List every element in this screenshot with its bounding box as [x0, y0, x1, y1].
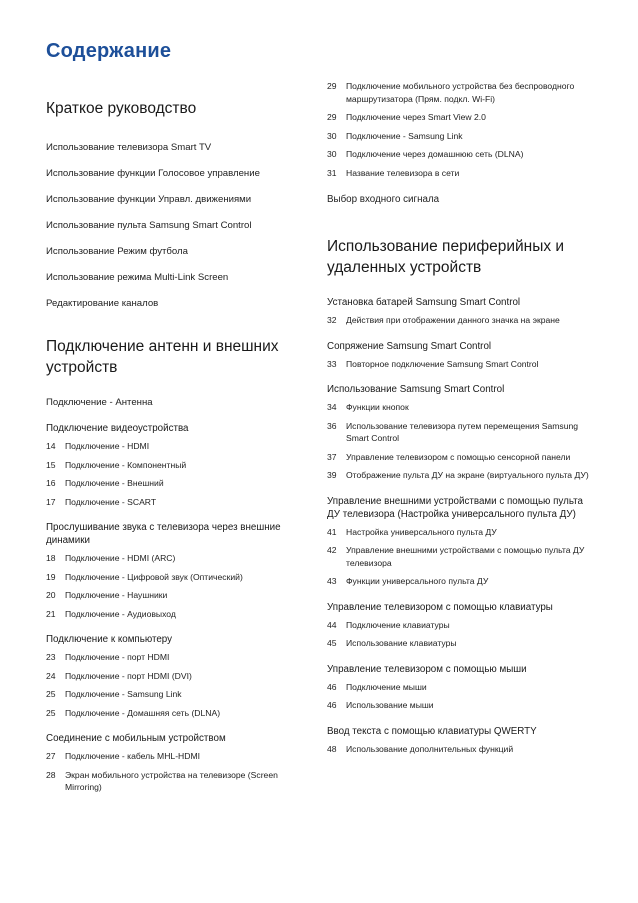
toc-entry[interactable]: [46, 477, 286, 490]
toc-entry[interactable]: [327, 167, 595, 180]
entry-title: Повторное подключение Samsung Smart Control: [346, 358, 539, 369]
group-heading[interactable]: Установка батарей Samsung Smart Control: [327, 297, 521, 308]
group-heading[interactable]: Прослушивание звука с телевизора через внешние динамики: [46, 522, 281, 546]
page-number: 27: [46, 751, 56, 761]
toc-entry[interactable]: [46, 750, 286, 763]
page-number: 29: [327, 112, 337, 122]
toc-entry[interactable]: [327, 358, 595, 371]
toc-entry[interactable]: [46, 608, 286, 621]
toc-group: [327, 725, 595, 756]
toc-entry[interactable]: [46, 589, 286, 602]
toc-entry[interactable]: [327, 469, 595, 482]
toc-entry[interactable]: [327, 420, 595, 445]
entry-title: Функции универсального пульта ДУ: [346, 576, 489, 586]
page-number: 25: [46, 707, 56, 718]
toc-item-input-source[interactable]: Выбор входного сигнала: [327, 194, 440, 205]
page-number: 33: [327, 358, 337, 369]
entry-title: Подключение - SCART: [65, 496, 157, 507]
toc-entry[interactable]: [46, 670, 286, 683]
toc-entry[interactable]: [46, 459, 286, 472]
entry-title: Функции кнопок: [346, 402, 409, 412]
page-number: 44: [327, 619, 337, 630]
toc-item[interactable]: Использование Режим футбола: [46, 246, 188, 257]
page-number: 36: [327, 420, 337, 431]
page-number: 46: [327, 681, 337, 692]
toc-entry[interactable]: [327, 743, 595, 756]
entry-title: Действия при отображении данного значка на экране: [346, 315, 560, 325]
toc-entry[interactable]: [46, 707, 286, 720]
entry-title: Управление телевизором с помощью сенсорной панели: [346, 451, 571, 462]
toc-entry[interactable]: [327, 111, 595, 124]
page-number: 34: [327, 402, 337, 412]
toc-entry[interactable]: [327, 526, 595, 539]
page-number: 28: [46, 769, 56, 780]
toc-entry[interactable]: [327, 130, 595, 143]
page-number: 30: [327, 130, 337, 141]
entry-title: Управление внешними устройствами с помощью пульта ДУ телевизора: [346, 545, 585, 568]
toc-group: [327, 296, 595, 327]
toc-group: [327, 383, 595, 482]
toc-item[interactable]: Использование телевизора Smart TV: [46, 142, 212, 153]
page-number: 43: [327, 576, 337, 586]
toc-item[interactable]: Использование пульта Samsung Smart Control: [46, 220, 252, 231]
page-number: 39: [327, 470, 337, 480]
toc-entry[interactable]: [327, 148, 595, 161]
entry-title: Настройка универсального пульта ДУ: [346, 526, 497, 537]
toc-entry[interactable]: [327, 637, 595, 650]
connections-groups: [46, 422, 286, 794]
group-heading[interactable]: Подключение видеоустройства: [46, 423, 189, 434]
toc-group: [46, 521, 286, 620]
toc-entry[interactable]: [327, 401, 595, 414]
entry-title: Использование дополнительных функций: [346, 743, 514, 754]
page-number: 19: [46, 571, 56, 582]
entry-title: Подключение - кабель MHL-HDMI: [65, 751, 201, 761]
page-number: 15: [46, 459, 56, 470]
group-heading[interactable]: Управление телевизором с помощью клавиатуры: [327, 601, 553, 613]
entry-title: Подключение - Домашняя сеть (DLNA): [65, 707, 221, 718]
page-number: 48: [327, 743, 337, 754]
group-heading[interactable]: Подключение к компьютеру: [46, 634, 173, 645]
toc-entry[interactable]: [327, 451, 595, 464]
toc-entry[interactable]: [46, 440, 286, 453]
entry-title: Название телевизора в сети: [346, 167, 460, 178]
page-number: 42: [327, 545, 337, 555]
toc-entry[interactable]: [327, 314, 595, 327]
page-number: 21: [46, 608, 56, 619]
page-number: 25: [46, 689, 56, 699]
toc-entry[interactable]: [46, 769, 286, 794]
group-heading[interactable]: Сопряжение Samsung Smart Control: [327, 340, 492, 352]
entry-title: Отображение пульта ДУ на экране (виртуального пульта ДУ): [346, 470, 589, 480]
continued-entries: [327, 80, 595, 179]
toc-entry[interactable]: [46, 496, 286, 509]
toc-entry[interactable]: [327, 699, 595, 712]
entry-title: Подключение мобильного устройства без беспроводного маршрутизатора (Прям. подкл. Wi-Fi): [346, 81, 575, 104]
toc-item[interactable]: Использование функции Управл. движениями: [46, 194, 252, 205]
peripherals-groups: [327, 296, 595, 755]
entry-title: Подключение - Компонентный: [65, 459, 187, 470]
page-number: 41: [327, 526, 337, 537]
toc-entry[interactable]: [327, 619, 595, 632]
group-heading[interactable]: Использование Samsung Smart Control: [327, 384, 505, 395]
page-number: 32: [327, 315, 337, 325]
page-number: 45: [327, 638, 337, 648]
left-column: [46, 98, 286, 807]
page-number: 18: [46, 553, 56, 563]
page-number: 37: [327, 451, 337, 462]
group-heading[interactable]: Управление телевизором с помощью мыши: [327, 663, 527, 675]
toc-item-antenna[interactable]: Подключение - Антенна: [46, 397, 153, 408]
entry-title: Экран мобильного устройства на телевизоре (Screen Mirroring): [65, 769, 278, 792]
section-title-peripherals[interactable]: Использование периферийных и удаленных устройств: [327, 238, 565, 276]
section-title-quick-guide[interactable]: Краткое руководство: [46, 100, 197, 117]
page-number: 16: [46, 478, 56, 488]
toc-item[interactable]: Использование режима Multi-Link Screen: [46, 272, 229, 283]
group-heading[interactable]: Ввод текста с помощью клавиатуры QWERTY: [327, 725, 537, 737]
page-number: 23: [46, 652, 56, 662]
toc-group: [327, 601, 595, 650]
toc-entry[interactable]: [46, 571, 286, 584]
toc-item[interactable]: Редактирование каналов: [46, 298, 159, 309]
toc-entry[interactable]: [327, 80, 595, 105]
toc-group: [46, 633, 286, 719]
entry-title: Подключение - Samsung Link: [346, 130, 463, 141]
entry-title: Подключение - Аудиовыход: [65, 608, 176, 619]
entry-title: Подключение - HDMI (ARC): [65, 553, 176, 563]
toc-group: [46, 422, 286, 508]
page-number: 29: [327, 81, 337, 91]
entry-title: Подключение - Samsung Link: [65, 689, 182, 699]
page-title: Содержание: [46, 40, 172, 62]
section-title-connections[interactable]: Подключение антенн и внешних устройств: [46, 338, 279, 376]
entry-title: Подключение - Внешний: [65, 478, 164, 488]
page-number: 30: [327, 149, 337, 159]
toc-entry[interactable]: [46, 688, 286, 701]
entry-title: Использование клавиатуры: [346, 638, 457, 648]
entry-title: Подключение через домашнюю сеть (DLNA): [346, 149, 524, 159]
toc-group: [46, 732, 286, 794]
page-number: 31: [327, 167, 337, 178]
toc-entry[interactable]: [327, 681, 595, 694]
right-column: [327, 80, 595, 768]
entry-title: Подключение - порт HDMI: [65, 652, 170, 662]
entry-title: Использование мыши: [346, 700, 434, 710]
entry-title: Подключение - Наушники: [65, 590, 168, 600]
toc-group: [327, 495, 595, 588]
quick-guide-list: [46, 141, 286, 310]
toc-group: [327, 663, 595, 712]
toc-item[interactable]: Использование функции Голосовое управление: [46, 168, 260, 179]
toc-group: [327, 340, 595, 371]
entry-title: Использование телевизора путем перемещения Samsung Smart Control: [346, 420, 579, 443]
entry-title: Подключение - HDMI: [65, 441, 150, 451]
entry-title: Подключение - порт HDMI (DVI): [65, 670, 192, 681]
entry-title: Подключение клавиатуры: [346, 619, 450, 630]
page-number: 14: [46, 441, 56, 451]
group-heading[interactable]: Соединение с мобильным устройством: [46, 733, 226, 744]
page-number: 17: [46, 496, 56, 507]
page-number: 46: [327, 700, 337, 710]
entry-title: Подключение - Цифровой звук (Оптический): [65, 571, 243, 582]
toc-entry[interactable]: [46, 552, 286, 565]
entry-title: Подключение мыши: [346, 681, 427, 692]
toc-entry[interactable]: [327, 544, 595, 569]
page-number: 20: [46, 590, 56, 600]
toc-entry[interactable]: [327, 575, 595, 588]
toc-entry[interactable]: [46, 651, 286, 664]
page-number: 24: [46, 670, 56, 681]
group-heading[interactable]: Управление внешними устройствами с помощью пульта ДУ телевизора (Настройка универсального пульта ДУ): [327, 495, 583, 520]
entry-title: Подключение через Smart View 2.0: [346, 112, 486, 122]
